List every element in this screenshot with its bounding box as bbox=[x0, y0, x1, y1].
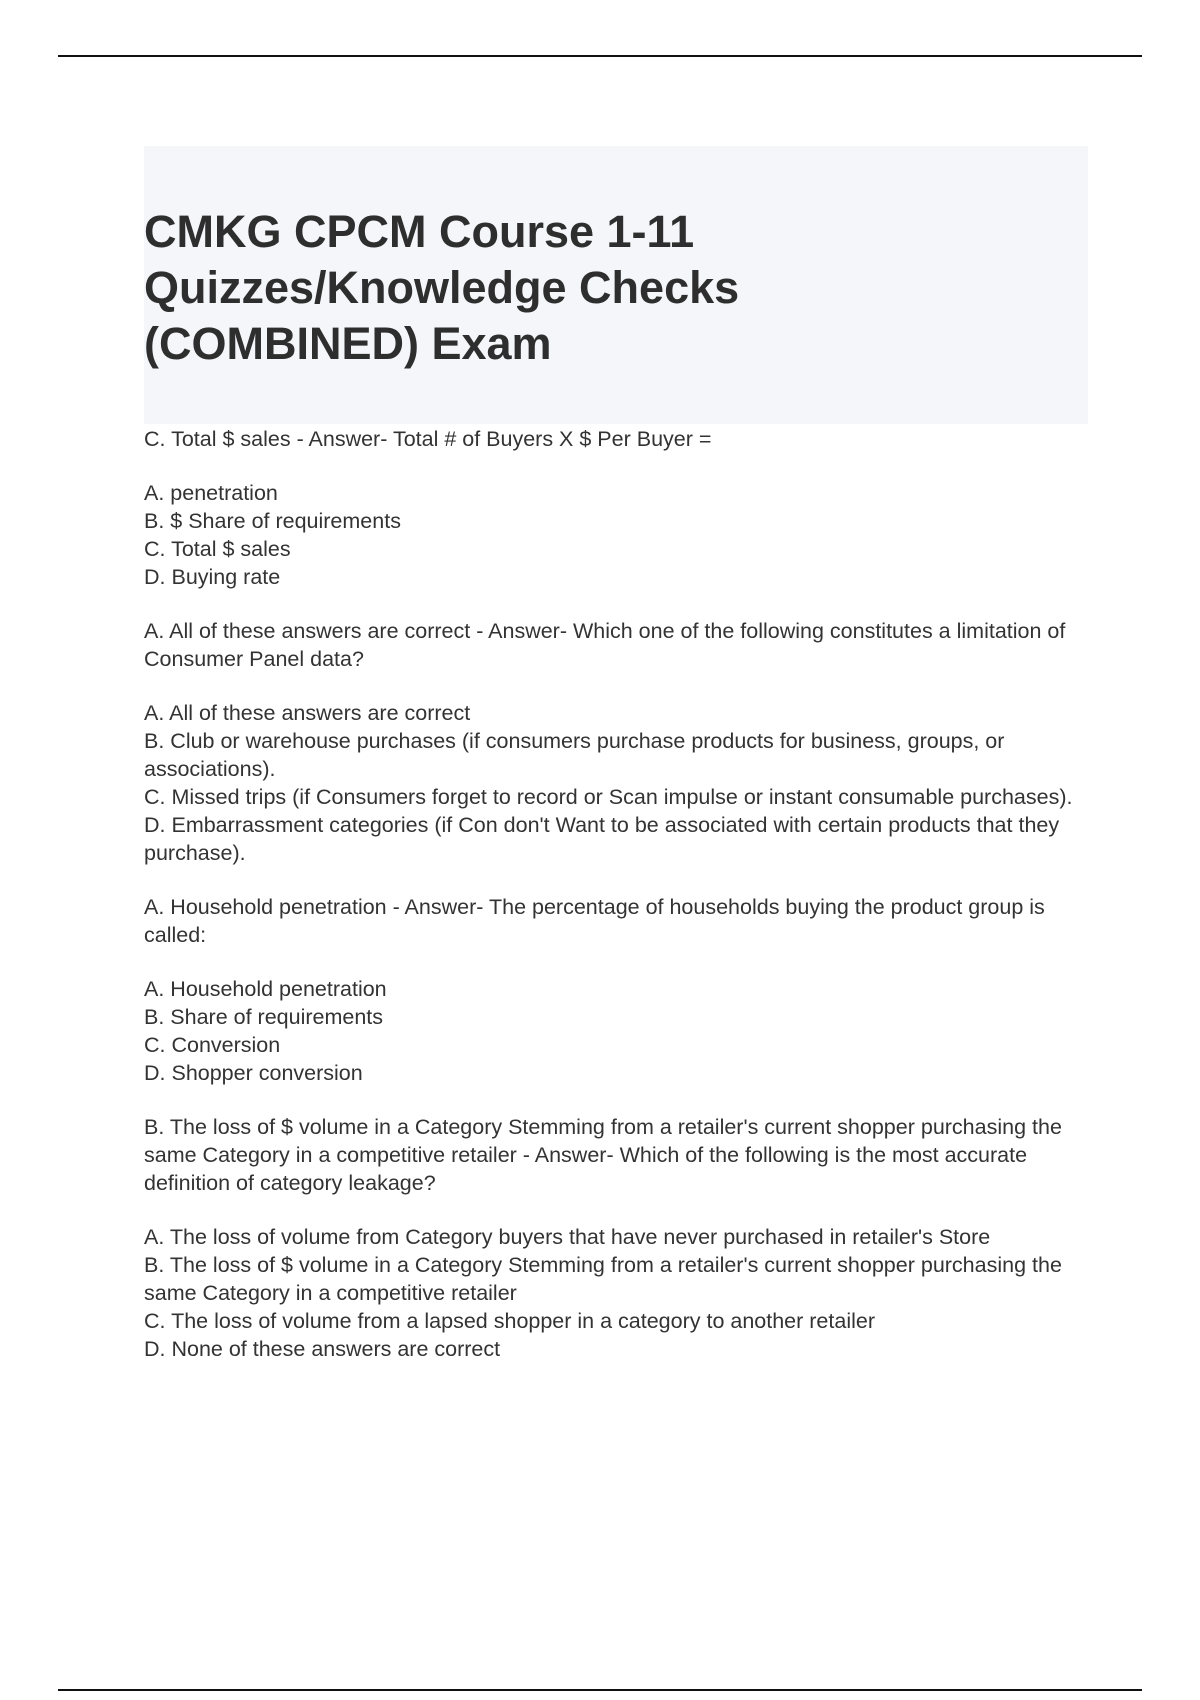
answer-option: C. Missed trips (if Consumers forget to record or Scan impulse or instant consumable purchases). bbox=[144, 785, 1073, 809]
answer-option: A. The loss of volume from Category buyers that have never purchased in retailer's Store bbox=[144, 1225, 991, 1249]
answer-option: A. penetration bbox=[144, 481, 278, 505]
answer-option: D. Embarrassment categories (if Con don't Want to be associated with certain products that they purchase). bbox=[144, 813, 1060, 865]
answer-option: D. Shopper conversion bbox=[144, 1061, 363, 1085]
title-line: CMKG CPCM Course 1-11 bbox=[144, 206, 695, 257]
question-text: A. Household penetration - Answer- The percentage of households buying the product group is called: bbox=[144, 895, 1045, 947]
answer-option: C. Conversion bbox=[144, 1033, 281, 1057]
bottom-rule bbox=[58, 1689, 1142, 1691]
answer-option: B. The loss of $ volume in a Category Stemming from a retailer's current shopper purchasing the same Category in a competitive retailer bbox=[144, 1253, 1062, 1305]
answer-option: D. None of these answers are correct bbox=[144, 1337, 501, 1361]
answer-options bbox=[144, 699, 1088, 867]
answer-option: C. The loss of volume from a lapsed shopper in a category to another retailer bbox=[144, 1309, 875, 1333]
answer-option: B. Club or warehouse purchases (if consumers purchase products for business, groups, or associations). bbox=[144, 729, 1005, 781]
answer-options bbox=[144, 479, 1088, 591]
question-text: A. All of these answers are correct - Answer- Which one of the following constitutes a limitation of Consumer Panel data? bbox=[144, 619, 1066, 671]
question-text: B. The loss of $ volume in a Category Stemming from a retailer's current shopper purchasing the same Category in a competitive retailer - Answer- Which of the following is the most accurate definition of category leakage? bbox=[144, 1115, 1062, 1195]
answer-option: A. Household penetration bbox=[144, 977, 387, 1001]
question-list bbox=[144, 425, 1088, 1389]
answer-option: C. Total $ sales bbox=[144, 537, 291, 561]
title-banner bbox=[144, 146, 1088, 424]
top-rule bbox=[58, 55, 1142, 57]
answer-option: A. All of these answers are correct bbox=[144, 701, 471, 725]
answer-option: B. Share of requirements bbox=[144, 1005, 384, 1029]
answer-option: B. $ Share of requirements bbox=[144, 509, 401, 533]
document-title bbox=[144, 204, 739, 372]
answer-options bbox=[144, 975, 1088, 1087]
answer-options bbox=[144, 1223, 1088, 1363]
question-text: C. Total $ sales - Answer- Total # of Buyers X $ Per Buyer = bbox=[144, 427, 712, 451]
answer-option: D. Buying rate bbox=[144, 565, 281, 589]
title-line: Quizzes/Knowledge Checks bbox=[144, 262, 740, 313]
title-line: (COMBINED) Exam bbox=[144, 318, 552, 369]
